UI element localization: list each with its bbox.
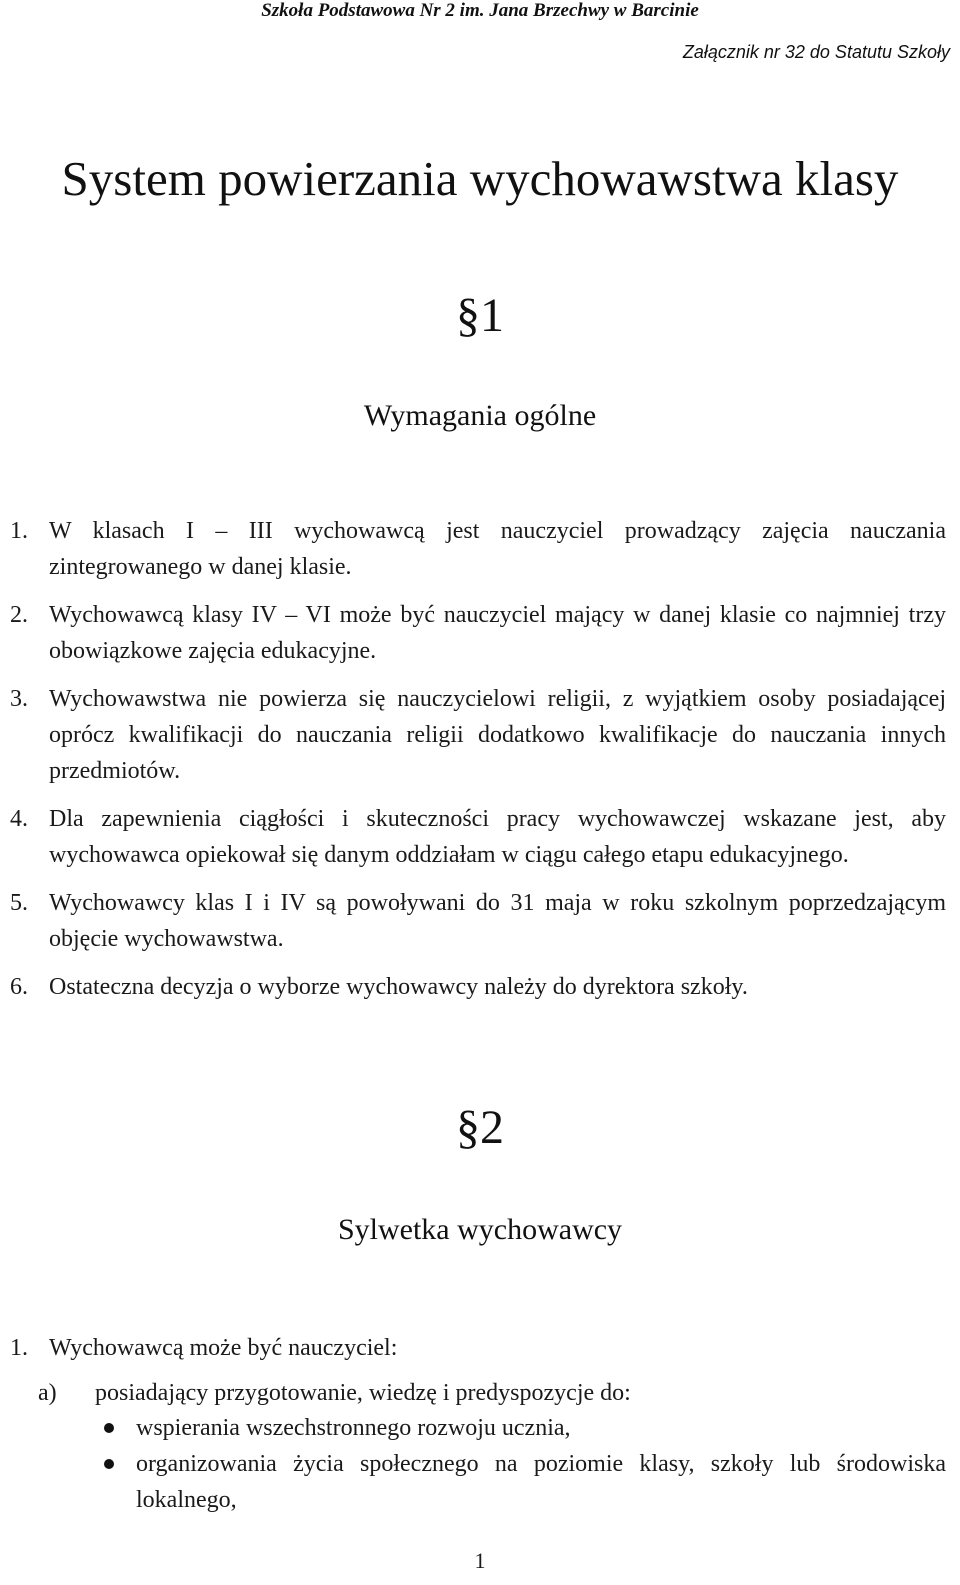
list-item xyxy=(10,885,946,957)
school-header: Szkoła Podstawowa Nr 2 im. Jana Brzechwy w Barcinie xyxy=(261,0,699,21)
item-number: 2. xyxy=(10,602,28,628)
item-number: 6. xyxy=(10,974,28,1000)
item-text: Wychowawcą klasy IV – VI może być nauczyciel mający w danej klasie co najmniej trzy obowiązkowe zajęcia edukacyjne. xyxy=(49,602,946,664)
bullet-item xyxy=(99,1446,946,1518)
list-item xyxy=(10,681,946,789)
section-2-symbol: §2 xyxy=(456,1101,504,1154)
item-text: Wychowawcy klas I i IV są powoływani do 31 maja w roku szkolnym poprzedzającym objęcie wychowawstwa. xyxy=(49,890,946,952)
list-item xyxy=(10,969,946,1005)
bullet-list xyxy=(99,1410,946,1518)
document-title: System powierzania wychowawstwa klasy xyxy=(61,151,899,206)
general-requirements-list xyxy=(10,513,946,1017)
item-text: W klasach I – III wychowawcą jest nauczyciel prowadzący zajęcia nauczania zintegrowanego w danej klasie. xyxy=(49,518,946,580)
list-item xyxy=(10,513,946,585)
item-text: Wychowawstwa nie powierza się nauczycielowi religii, z wyjątkiem osoby posiadającej oprócz kwalifikacji do nauczania religii dodatkowo kwalifikacje do nauczania innych przedmiotów. xyxy=(49,686,946,784)
item-number: 1. xyxy=(10,518,28,544)
section-1-symbol: §1 xyxy=(456,289,504,342)
page-number: 1 xyxy=(474,1548,486,1573)
sub-item-text: posiadający przygotowanie, wiedzę i predyspozycje do: xyxy=(95,1380,631,1406)
annex-reference: Załącznik nr 32 do Statutu Szkoły xyxy=(682,42,950,62)
bullet-item xyxy=(99,1410,946,1446)
sub-item-letter: a) xyxy=(38,1380,57,1406)
bullet-icon xyxy=(104,1459,114,1469)
item-number: 3. xyxy=(10,686,28,712)
item-number: 5. xyxy=(10,890,28,916)
section-1-heading: Wymagania ogólne xyxy=(363,399,597,432)
list-item xyxy=(10,801,946,873)
bullet-text: wspierania wszechstronnego rozwoju ucznia, xyxy=(136,1415,571,1441)
list-item xyxy=(10,597,946,669)
section-2-heading: Sylwetka wychowawcy xyxy=(337,1213,623,1246)
item-text: Ostateczna decyzja o wyborze wychowawcy należy do dyrektora szkoły. xyxy=(49,974,748,1000)
bullet-icon xyxy=(104,1423,114,1433)
item-text: Dla zapewnienia ciągłości i skuteczności pracy wychowawczej wskazane jest, aby wychowawca opiekował się danym oddziałam w ciągu całego etapu edukacyjnego. xyxy=(49,806,946,868)
bullet-text: organizowania życia społecznego na poziomie klasy, szkoły lub środowiska lokalnego, xyxy=(136,1451,946,1513)
item-text: Wychowawcą może być nauczyciel: xyxy=(49,1335,398,1361)
item-number: 1. xyxy=(10,1335,28,1361)
item-number: 4. xyxy=(10,806,28,832)
